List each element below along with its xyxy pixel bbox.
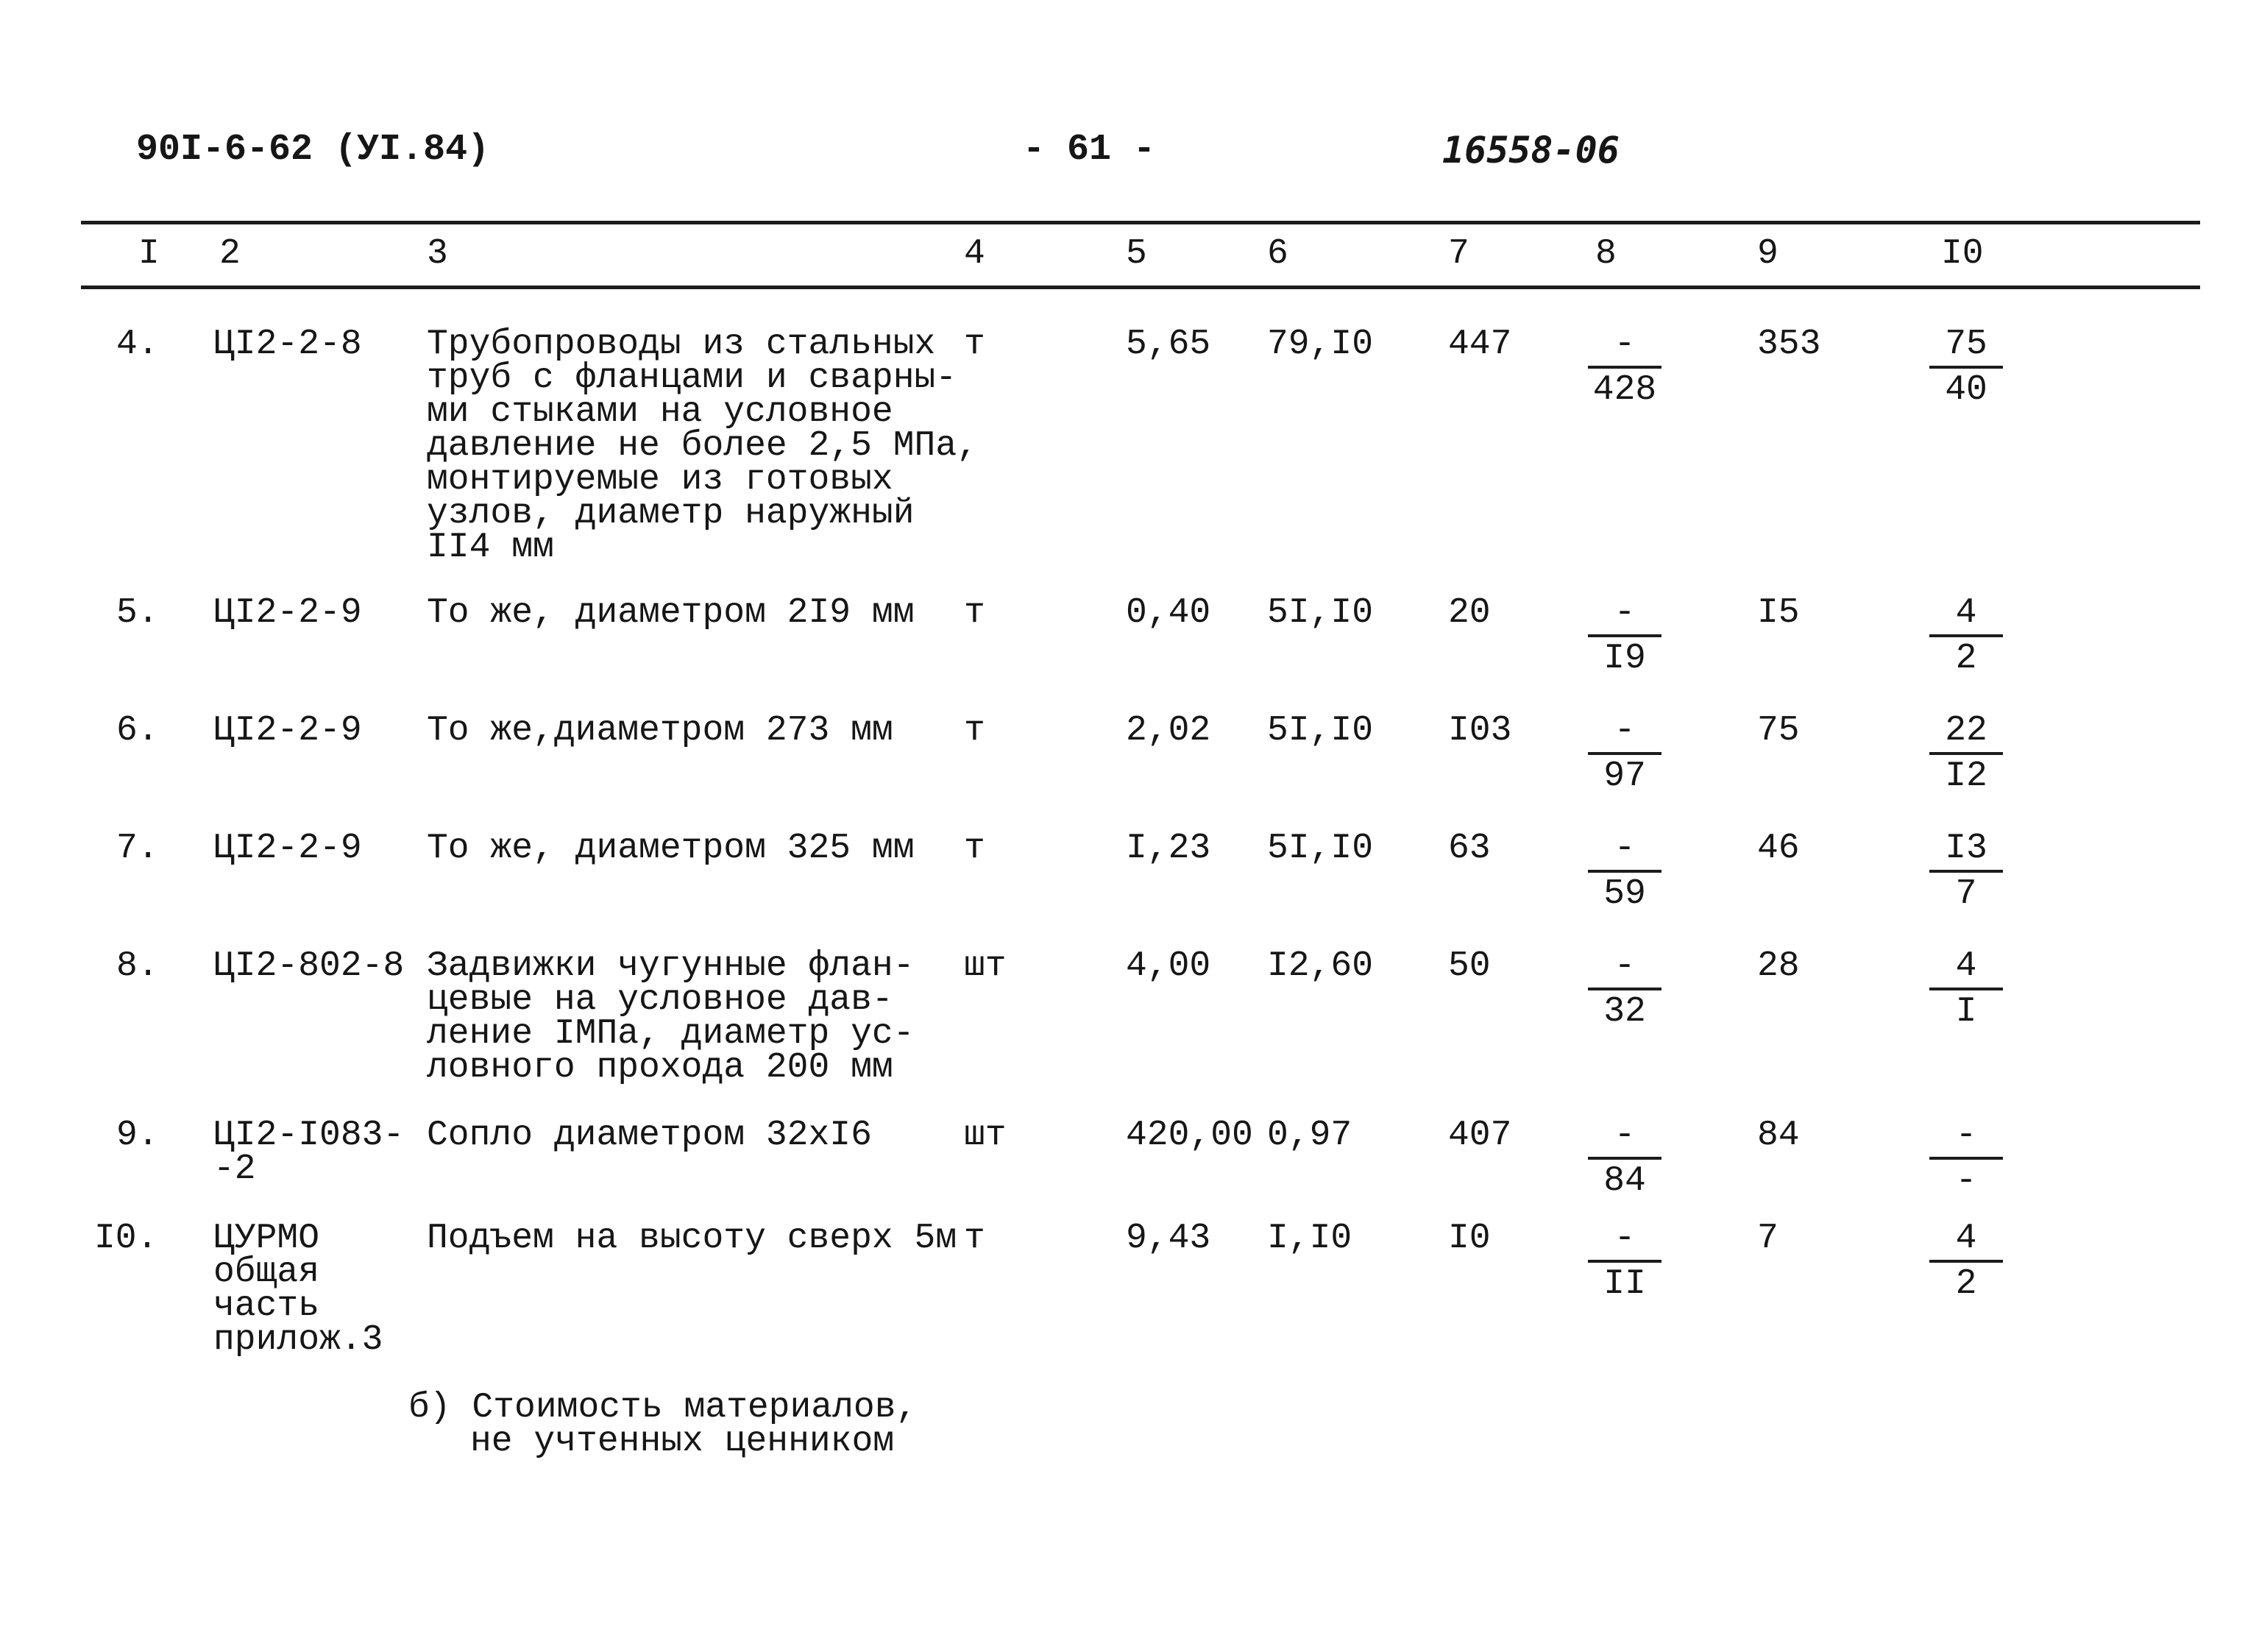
col8-denominator: 59 [1603,874,1646,914]
col10-fraction [1929,711,2003,796]
row-number: 6. [116,711,159,751]
price-code [213,1219,383,1360]
col10-numerator: 4 [1929,596,2003,637]
col9-cell: 28 [1757,946,1800,986]
col8-numerator: - [1588,714,1662,755]
price-code-line: прилож.3 [213,1320,383,1360]
col-header-1: I [138,234,160,274]
work-description [427,1219,957,1258]
col8-fraction [1588,1219,1662,1304]
col8-denominator: I9 [1603,639,1646,678]
total-cost-cell: 50 [1448,946,1491,986]
col8-denominator: 32 [1603,992,1646,1032]
col10-fraction [1929,946,2003,1032]
unit-cell: т [964,711,985,751]
col8-fraction [1588,829,1662,914]
unit-price-cell: I2,60 [1267,946,1374,986]
description-line: ление IМПа, диаметр ус- [427,1014,915,1054]
description-line: ми стыками на условное [427,392,893,432]
unit-cell: т [964,1219,985,1258]
col9-cell: 7 [1757,1219,1779,1258]
row-number: I0. [94,1219,158,1258]
col10-denominator: - [1955,1161,1977,1201]
unit-price-cell: I,I0 [1267,1219,1352,1258]
col10-denominator: 7 [1955,874,1977,914]
col8-fraction [1588,325,1662,410]
description-line: давление не более 2,5 МПа, [427,426,978,466]
price-code [213,829,362,868]
unit-cell: т [964,325,985,364]
description-line: цевые на условное дав- [427,980,893,1020]
description-line: Подъем на высоту сверх 5м [427,1219,957,1258]
price-code-line: ЦI2-I083- [213,1116,405,1155]
col10-denominator: 2 [1955,639,1977,678]
col10-numerator: - [1929,1119,2003,1160]
quantity-cell: 5,65 [1126,325,1211,364]
col10-denominator: I [1955,992,1977,1032]
description-line: То же, диаметром 325 мм [427,829,915,868]
total-cost-cell: I03 [1448,711,1512,751]
col8-numerator: - [1588,832,1662,873]
unit-price-cell: 5I,I0 [1267,593,1374,633]
price-code [213,711,362,751]
price-code-line: ЦУРМО [213,1219,320,1258]
header-bottom-rule [81,286,2200,289]
description-line: ловного прохода 200 мм [427,1048,893,1088]
description-line: узлов, диаметр наружный [427,494,915,533]
col10-numerator: 22 [1929,714,2003,755]
col10-numerator: 75 [1929,327,2003,369]
col8-numerator: - [1588,327,1662,369]
col10-fraction [1929,325,2003,410]
unit-cell: т [964,593,985,633]
price-code-line: ЦI2-2-9 [213,829,362,868]
total-cost-cell: 20 [1448,593,1491,633]
col-header-9: 9 [1757,234,1779,274]
col-header-5: 5 [1126,234,1147,274]
price-code-line: общая [213,1252,320,1292]
col8-denominator: 84 [1603,1161,1646,1201]
quantity-cell: 420,00 [1126,1116,1253,1155]
total-cost-cell: 447 [1448,325,1512,364]
description-line: Задвижки чугунные флан- [427,946,915,986]
row-number: 9. [116,1116,159,1155]
col8-denominator: II [1603,1264,1646,1304]
row-number: 4. [116,325,159,364]
col10-denominator: 40 [1945,370,1987,410]
price-code-line: ЦI2-2-9 [213,593,362,633]
col8-fraction [1588,593,1662,678]
total-cost-cell: 63 [1448,829,1491,868]
price-code-line: часть [213,1286,320,1326]
price-code [213,946,405,986]
col10-numerator: 4 [1929,949,2003,990]
unit-price-cell: 0,97 [1267,1116,1352,1155]
col9-cell: I5 [1757,593,1800,633]
col-header-2: 2 [219,234,241,274]
unit-cell: шт [964,1116,1007,1155]
price-code [213,1116,405,1189]
col-header-3: 3 [427,234,448,274]
col10-denominator: 2 [1955,1264,1977,1304]
price-code-line: ЦI2-2-8 [213,325,362,364]
total-cost-cell: I0 [1448,1219,1491,1258]
col8-numerator: - [1588,596,1662,637]
price-code-line: -2 [213,1149,256,1189]
document-code: 90I-6-62 (УI.84) [136,129,490,171]
col8-fraction [1588,711,1662,796]
work-description [427,829,915,868]
col8-numerator: - [1588,1119,1662,1160]
price-code-line: ЦI2-802-8 [213,946,405,986]
table-top-rule [81,221,2200,224]
description-line: Трубопроводы из стальных [427,325,936,364]
unit-price-cell: 79,I0 [1267,325,1374,364]
col10-numerator: I3 [1929,832,2003,873]
col10-fraction [1929,829,2003,914]
quantity-cell: 4,00 [1126,946,1211,986]
quantity-cell: 2,02 [1126,711,1211,751]
col9-cell: 75 [1757,711,1800,751]
page-number: - 61 - [1023,129,1156,171]
unit-price-cell: 5I,I0 [1267,711,1374,751]
col-header-4: 4 [964,234,985,274]
row-number: 5. [116,593,159,633]
section-b-line: не учтенных ценником [470,1422,895,1461]
col8-numerator: - [1588,1222,1662,1263]
work-description [427,593,915,633]
row-number: 8. [116,946,159,986]
price-code-line: ЦI2-2-9 [213,711,362,751]
description-line: II4 мм [427,528,554,567]
col8-numerator: - [1588,949,1662,990]
work-description [427,946,915,1088]
col-header-7: 7 [1448,234,1469,274]
section-b-heading [408,1388,918,1461]
work-description [427,325,978,567]
description-line: То же, диаметром 2I9 мм [427,593,915,633]
col10-fraction [1929,1116,2003,1201]
col10-numerator: 4 [1929,1222,2003,1263]
quantity-cell: 0,40 [1126,593,1211,633]
col10-fraction [1929,593,2003,678]
col8-fraction [1588,1116,1662,1201]
col10-denominator: I2 [1945,756,1987,796]
work-description [427,711,893,751]
price-code [213,325,362,364]
col8-fraction [1588,946,1662,1032]
col10-fraction [1929,1219,2003,1304]
col9-cell: 46 [1757,829,1800,868]
inventory-number: 16558-06 [1442,129,1620,171]
unit-cell: шт [964,946,1007,986]
section-b-line: б) Стоимость материалов, [408,1388,918,1428]
col9-cell: 84 [1757,1116,1800,1155]
description-line: Сопло диаметром 32хI6 [427,1116,872,1155]
unit-price-cell: 5I,I0 [1267,829,1374,868]
description-line: То же,диаметром 273 мм [427,711,893,751]
work-description [427,1116,872,1155]
total-cost-cell: 407 [1448,1116,1512,1155]
price-code [213,593,362,633]
quantity-cell: 9,43 [1126,1219,1211,1258]
col8-denominator: 428 [1592,370,1657,410]
unit-cell: т [964,829,985,868]
col9-cell: 353 [1757,325,1821,364]
description-line: монтируемые из готовых [427,460,893,500]
quantity-cell: I,23 [1126,829,1211,868]
description-line: труб с фланцами и сварны- [427,358,957,398]
col8-denominator: 97 [1603,756,1646,796]
col-header-8: 8 [1595,234,1617,274]
col-header-10: I0 [1941,234,1984,274]
row-number: 7. [116,829,159,868]
col-header-6: 6 [1267,234,1288,274]
